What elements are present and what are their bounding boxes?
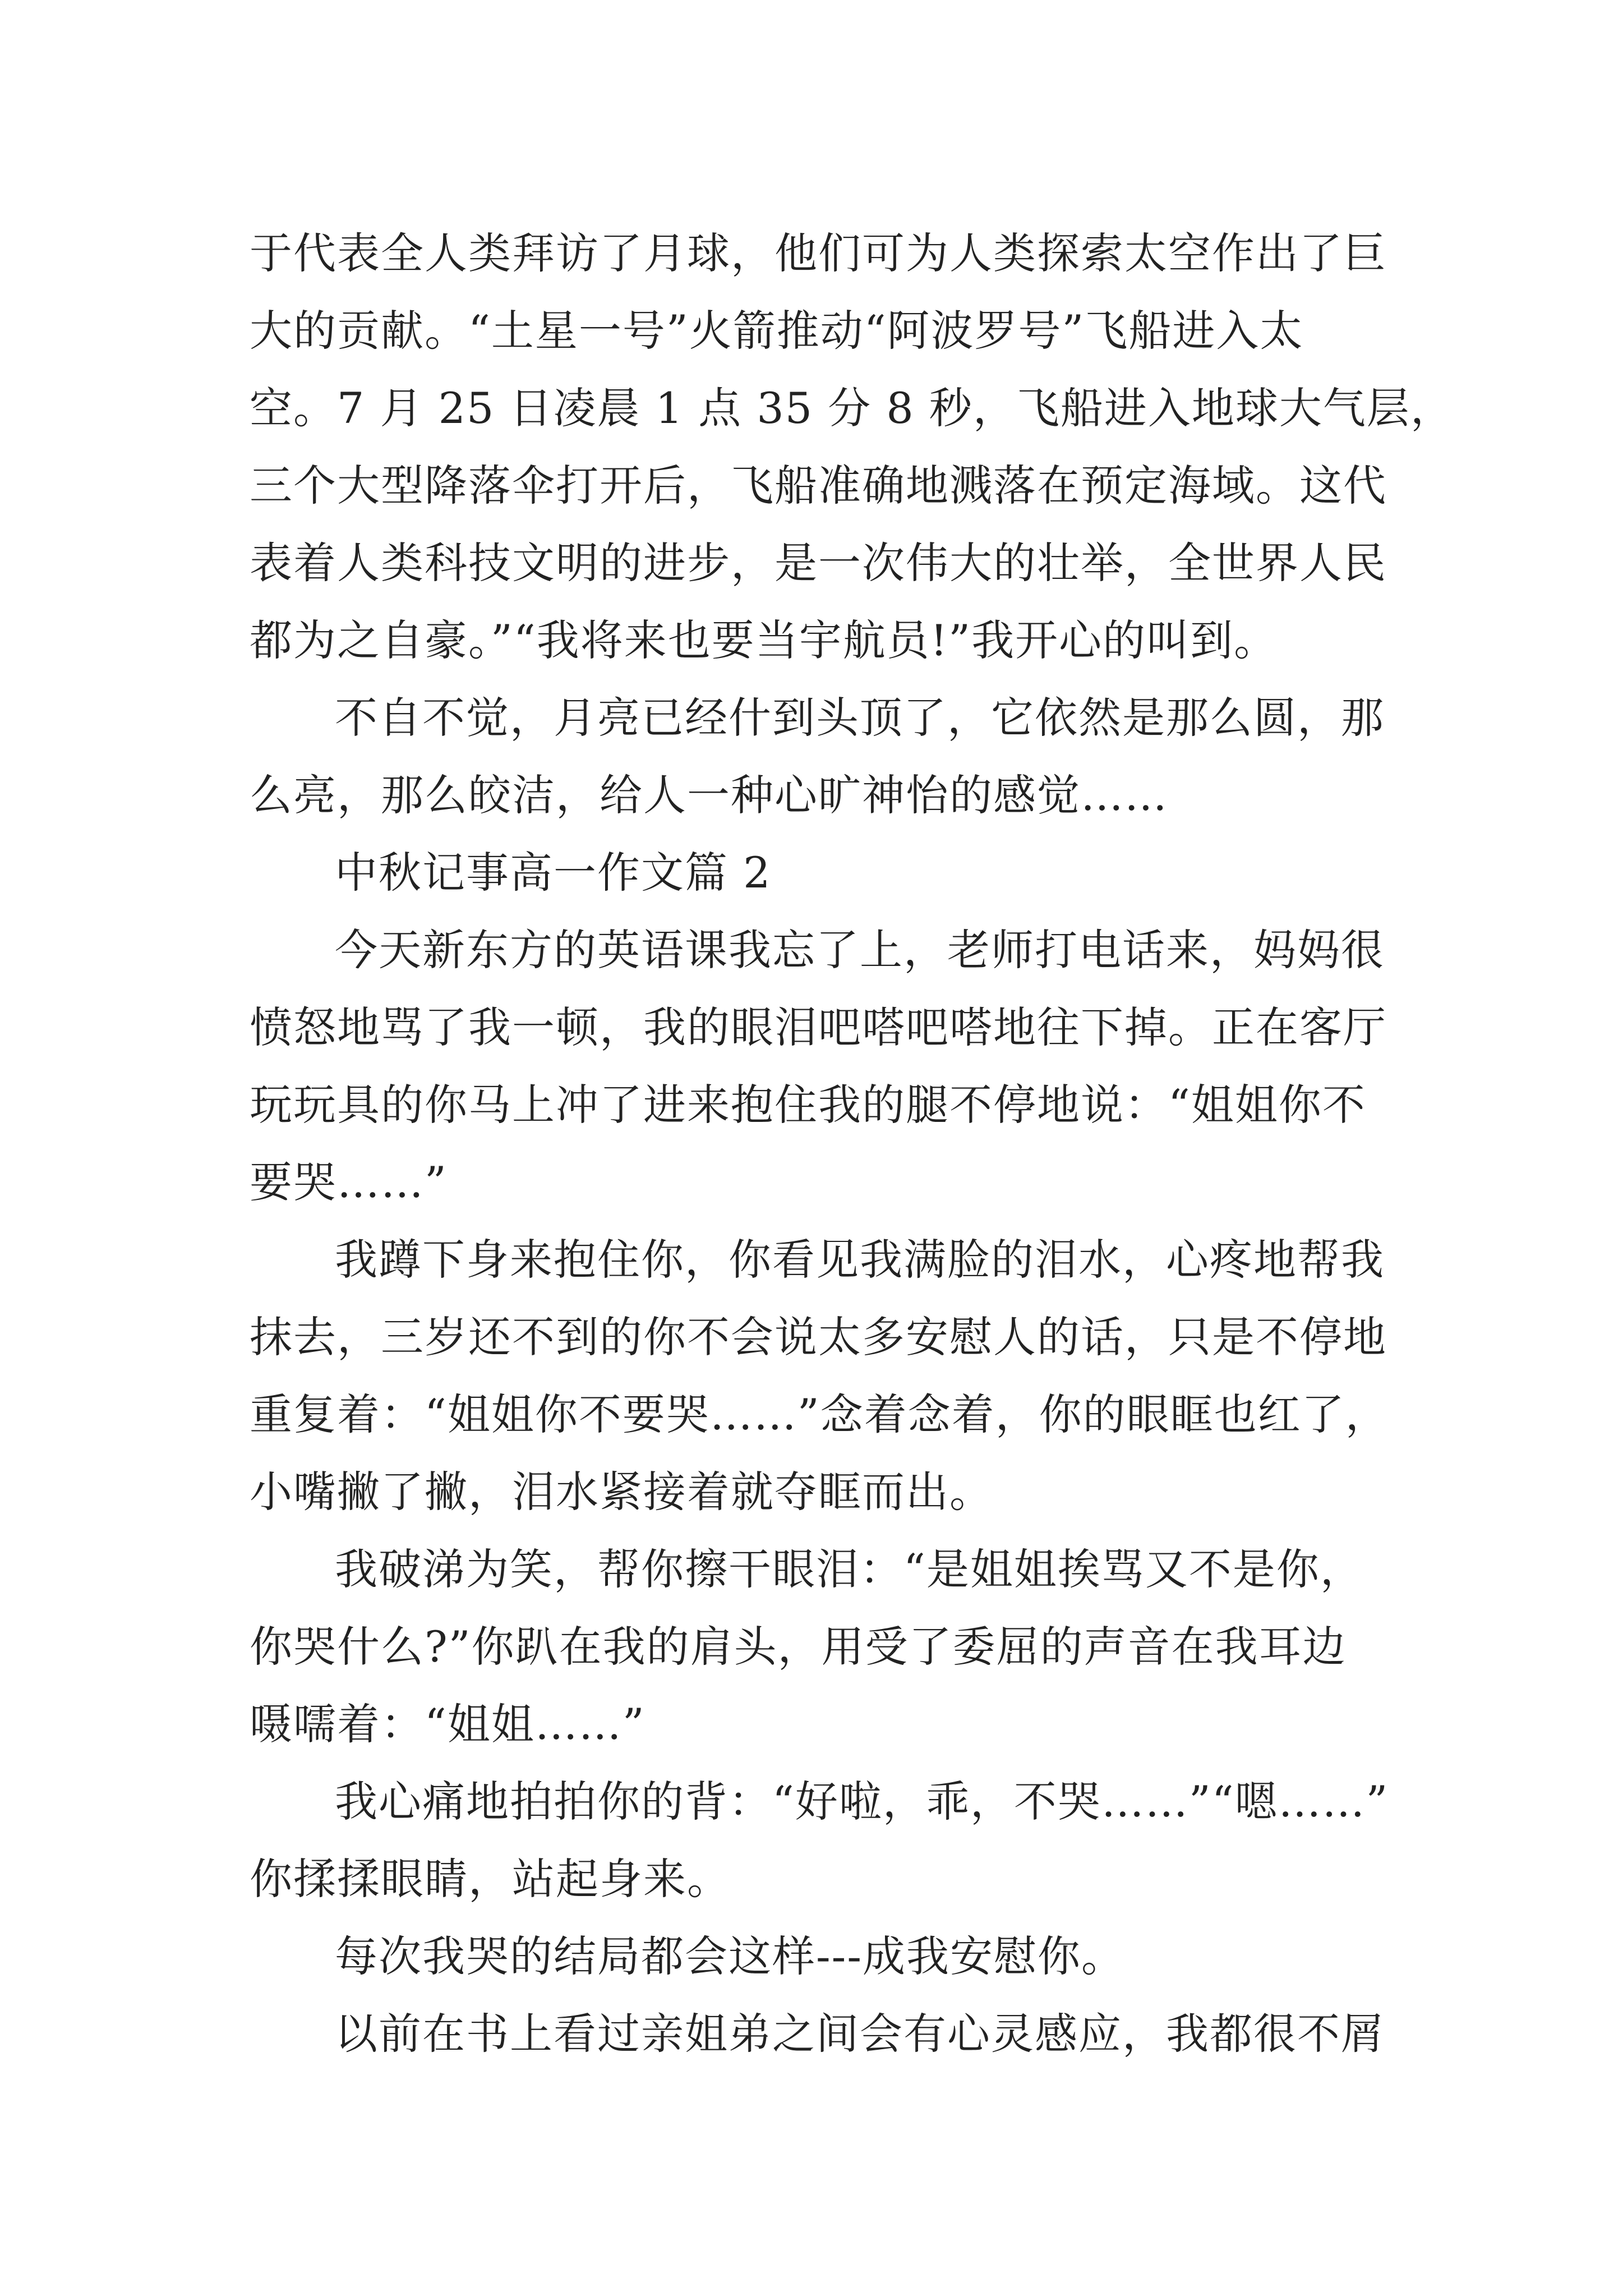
text-line: 都为之自豪。”“我将来也要当宇航员!”我开心的叫到。 [250,615,1278,665]
text-line: 我破涕为笑，帮你擦干眼泪：“是姐姐挨骂又不是你， [335,1544,1364,1594]
text-line: 小嘴撇了撇，泪水紧接着就夺眶而出。 [250,1467,993,1517]
text-line: 中秋记事高一作文篇 2 [335,848,772,898]
text-line: 我心痛地拍拍你的背：“好啦，乖，不哭……”“嗯……” [335,1777,1389,1826]
text-line: 空。7 月 25 日凌晨 1 点 35 分 8 秒，飞船进入地球大气层， [250,383,1454,433]
text-line: 今天新东方的英语课我忘了上，老师打电话来，妈妈很 [335,925,1385,975]
text-line: 愤怒地骂了我一顿，我的眼泪吧嗒吧嗒地往下掉。正在客厅 [250,1002,1387,1052]
text-line: 表着人类科技文明的进步，是一次伟大的壮举，全世界人民 [250,538,1387,588]
text-line: 要哭……” [250,1157,448,1207]
text-line: 重复着：“姐姐你不要哭……”念着念着，你的眼眶也红了， [250,1389,1389,1439]
document-body [250,215,1454,2073]
text-line: 我蹲下身来抱住你，你看见我满脸的泪水，心疼地帮我 [335,1235,1385,1285]
text-line: 抹去，三岁还不到的你不会说太多安慰人的话，只是不停地 [250,1312,1387,1362]
text-line: 么亮，那么皎洁，给人一种心旷神怡的感觉…… [250,770,1168,820]
text-line: 三个大型降落伞打开后，飞船准确地溅落在预定海域。这代 [250,461,1387,510]
text-line: 大的贡献。“土星一号”火箭推动“阿波罗号”飞船进入太 [250,306,1304,356]
text-line: 你揉揉眼睛，站起身来。 [250,1854,731,1904]
text-line: 每次我哭的结局都会这样---成我安慰你。 [335,1931,1126,1981]
text-line: 不自不觉，月亮已经什到头顶了，它依然是那么圆，那 [335,693,1385,743]
text-line: 嗫嚅着：“姐姐……” [250,1699,645,1749]
text-line: 于代表全人类拜访了月球，他们可为人类探索太空作出了巨 [250,228,1387,278]
text-line: 以前在书上看过亲姐弟之间会有心灵感应，我都很不屑 [335,2009,1385,2059]
text-line: 玩玩具的你马上冲了进来抱住我的腿不停地说：“姐姐你不 [250,1080,1366,1130]
text-line: 你哭什么?”你趴在我的肩头，用受了委屈的声音在我耳边 [250,1622,1347,1672]
